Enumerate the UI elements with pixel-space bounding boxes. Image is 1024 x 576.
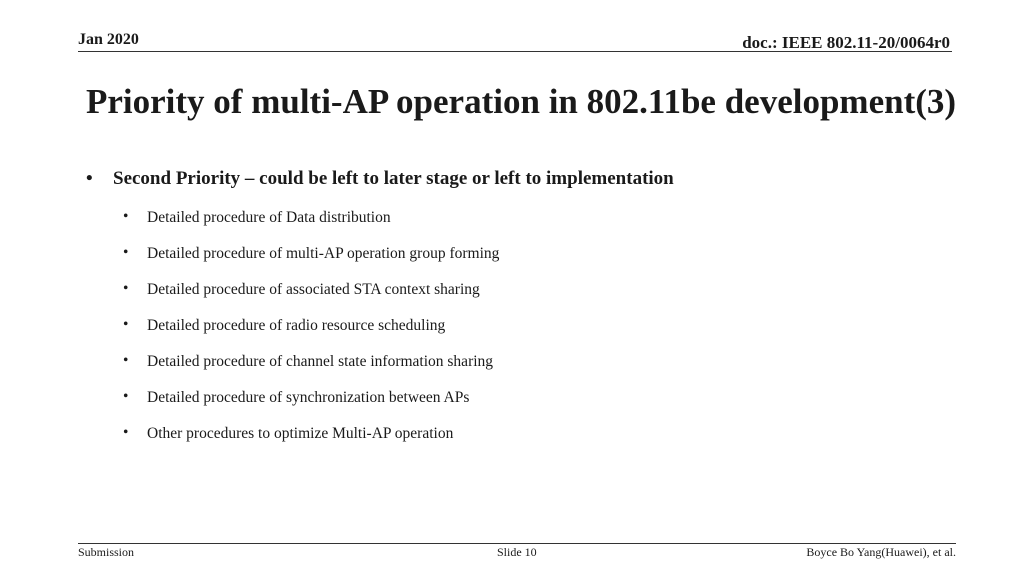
document-id: doc.: IEEE 802.11-20/0064r0 <box>742 33 950 52</box>
footer-author: Boyce Bo Yang(Huawei), et al. <box>806 545 956 559</box>
sub-bullet-text: Other procedures to optimize Multi-AP operation <box>147 425 454 442</box>
footer-submission: Submission <box>78 545 135 559</box>
slide-title: Priority of multi-AP operation in 802.11be development(3) <box>86 82 957 121</box>
sub-bullet-text: Detailed procedure of radio resource scheduling <box>147 317 446 334</box>
sub-bullet-text: Detailed procedure of associated STA context sharing <box>147 281 480 298</box>
bullet-icon: • <box>123 352 129 369</box>
bullet-icon: • <box>123 424 129 441</box>
header-date: Jan 2020 <box>78 31 139 48</box>
main-bullet-text: Second Priority – could be left to later stage or left to implementation <box>113 168 674 189</box>
sub-bullet-text: Detailed procedure of multi-AP operation group forming <box>147 245 500 262</box>
bullet-icon: • <box>123 316 129 333</box>
bullet-icon: • <box>86 168 93 189</box>
sub-bullet-text: Detailed procedure of Data distribution <box>147 209 391 226</box>
bullet-icon: • <box>123 244 129 261</box>
bullet-icon: • <box>123 388 129 405</box>
bullet-icon: • <box>123 280 129 297</box>
header-divider <box>78 51 952 52</box>
sub-bullet-text: Detailed procedure of channel state information sharing <box>147 353 494 370</box>
sub-bullet-text: Detailed procedure of synchronization between APs <box>147 389 470 406</box>
bullet-icon: • <box>123 208 129 225</box>
slide-number: Slide 10 <box>497 545 537 559</box>
footer-divider <box>78 543 956 544</box>
